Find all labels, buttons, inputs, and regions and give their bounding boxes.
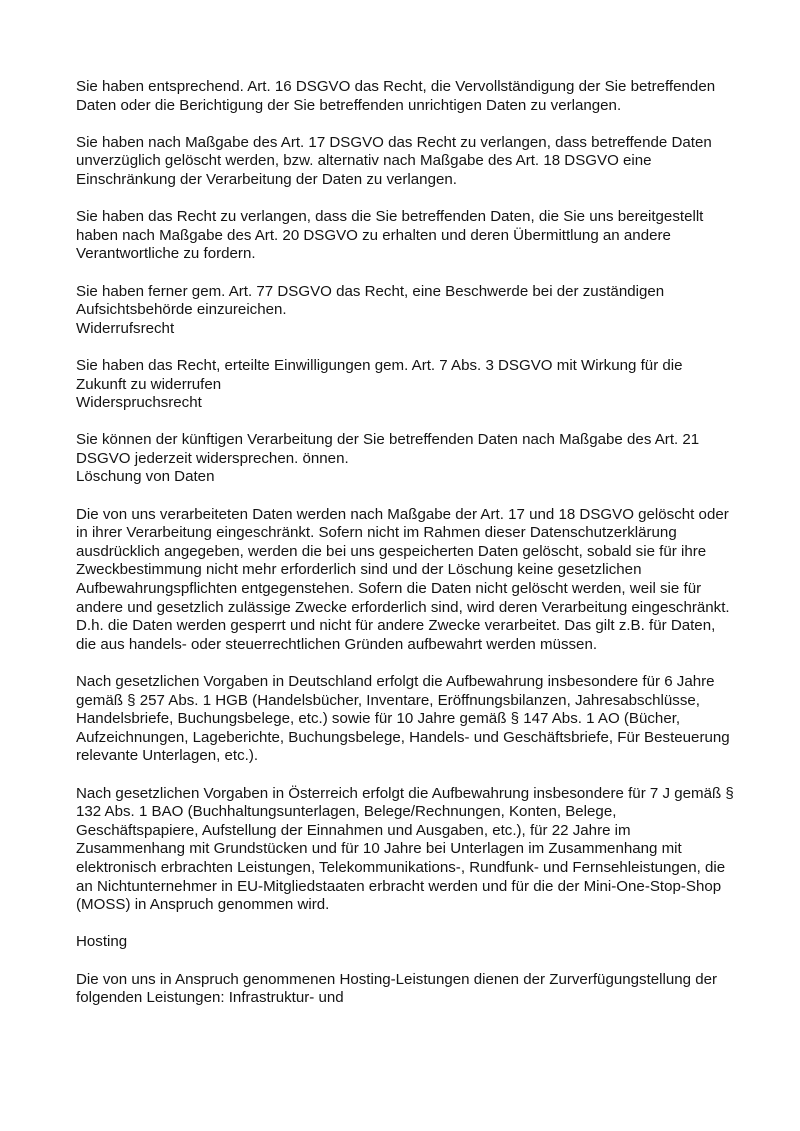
document-body	[76, 78, 736, 1026]
heading-hosting: Hosting	[76, 933, 128, 951]
heading-widerrufsrecht: Widerrufsrecht	[76, 319, 175, 337]
heading-widerspruchsrecht: Widerspruchsrecht	[76, 394, 202, 412]
paragraph-aufbewahrung-oesterreich: Nach gesetzlichen Vorgaben in Österreich erfolgt die Aufbewahrung insbesondere für 7 J gemäß § 132 Abs. 1 BAO (Buchhaltungsunterlagen, Belege/Rechnungen, Konten, Belege, Geschäftspapiere, Aufstellung der Einnahmen und Ausgaben, etc.), für 22 Jahre im Zusammenhang mit Grundstücken und für 10 Jahre bei Unterlagen im Zusammenhang mit elektronisch erbrachten Leistungen, Telekommunikations-, Rundfunk- und Fernsehleistungen, die an Nichtunternehmer in EU-Mitgliedstaaten erbracht werden und für die der Mini-One-Stop-Shop (MOSS) in Anspruch genommen wird.	[76, 784, 734, 914]
paragraph-widerspruch: Sie können der künftigen Verarbeitung der Sie betreffenden Daten nach Maßgabe des Art. 21 DSGVO jederzeit widersprechen. önnen.	[76, 431, 700, 467]
paragraph-hosting: Die von uns in Anspruch genommenen Hosting-Leistungen dienen der Zurverfügungstellung der folgenden Leistungen: Infrastruktur- und	[76, 970, 718, 1007]
paragraph-datenuebertragbarkeit: Sie haben das Recht zu verlangen, dass die Sie betreffenden Daten, die Sie uns bereitgestellt haben nach Maßgabe des Art. 20 DSGVO zu erhalten und deren Übermittlung an andere Verantwortliche zu fordern.	[76, 208, 704, 263]
paragraph-loeschung-einschraenkung: Sie haben nach Maßgabe des Art. 17 DSGVO das Recht zu verlangen, dass betreffende Daten unverzüglich gelöscht werden, bzw. alternativ nach Maßgabe des Art. 18 DSGVO eine Einschränkung der Verarbeitung der Daten zu verlangen.	[76, 133, 712, 188]
paragraph-widerruf: Sie haben das Recht, erteilte Einwilligungen gem. Art. 7 Abs. 3 DSGVO mit Wirkung für die Zukunft zu widerrufen	[76, 356, 683, 393]
paragraph-beschwerderecht: Sie haben ferner gem. Art. 77 DSGVO das Recht, eine Beschwerde bei der zuständigen Aufsichtsbehörde einzureichen.	[76, 282, 665, 319]
heading-loeschung-von-daten: Löschung von Daten	[76, 468, 215, 486]
paragraph-loeschung-details: Die von uns verarbeiteten Daten werden nach Maßgabe der Art. 17 und 18 DSGVO gelöscht oder in ihrer Verarbeitung eingeschränkt. Sofern nicht im Rahmen dieser Datenschutzerklärung ausdrücklich angegeben, werden die bei uns gespeicherten Daten gelöscht, sobald sie für ihre Zweckbestimmung nicht mehr erforderlich sind und der Löschung keine gesetzlichen Aufbewahrungspflichten entgegenstehen. Sofern die Daten nicht gelöscht werden, weil sie für andere und gesetzlich zulässige Zwecke erforderlich sind, wird deren Verarbeitung eingeschränkt. D.h. die Daten werden gesperrt und nicht für andere Zwecke verarbeitet. Das gilt z.B. für Daten, die aus handels- oder steuerrechtlichen Gründen aufbewahrt werden müssen.	[76, 505, 730, 653]
paragraph-berichtigung: Sie haben entsprechend. Art. 16 DSGVO das Recht, die Vervollständigung der Sie betreffenden Daten oder die Berichtigung der Sie betreffenden unrichtigen Daten zu verlangen.	[76, 78, 716, 114]
paragraph-aufbewahrung-deutschland: Nach gesetzlichen Vorgaben in Deutschland erfolgt die Aufbewahrung insbesondere für 6 Jahre gemäß § 257 Abs. 1 HGB (Handelsbücher, Inventare, Eröffnungsbilanzen, Jahresabschlüsse, Handelsbriefe, Buchungsbelege, etc.) sowie für 10 Jahre gemäß § 147 Abs. 1 AO (Bücher, Aufzeichnungen, Lageberichte, Buchungsbelege, Handels- und Geschäftsbriefe, Für Besteuerung relevante Unterlagen, etc.).	[76, 673, 730, 765]
